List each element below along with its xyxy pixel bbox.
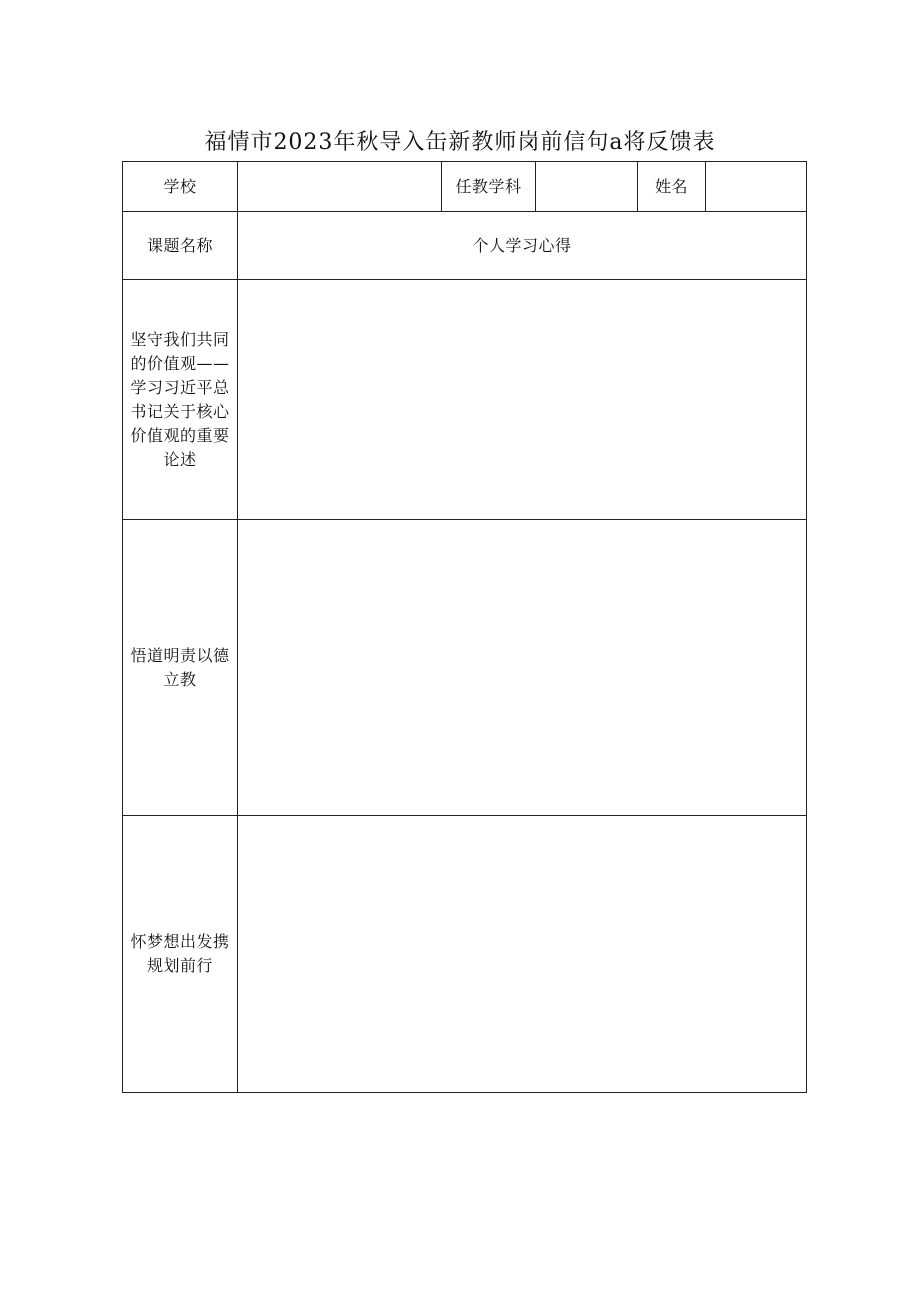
section-row [123, 280, 807, 520]
section-label-core-values: 坚守我们共同的价值观——学习习近平总书记关于核心价值观的重要论述 [123, 280, 238, 520]
form-title: 福情市2023年秋导入缶新教师岗前信句a将反馈表 [204, 130, 716, 155]
school-label: 学校 [123, 162, 238, 212]
section-content-dream-plan[interactable] [238, 816, 807, 1093]
school-field[interactable] [238, 162, 442, 212]
subject-field[interactable] [536, 162, 638, 212]
section-content-core-values[interactable] [238, 280, 807, 520]
section-content-morality[interactable] [238, 520, 807, 816]
section-row [123, 520, 807, 816]
section-row [123, 816, 807, 1093]
header-row [123, 162, 807, 212]
name-field[interactable] [706, 162, 807, 212]
topic-value[interactable]: 个人学习心得 [238, 212, 807, 280]
section-label-dream-plan: 怀梦想出发携规划前行 [123, 816, 238, 1093]
topic-label: 课题名称 [123, 212, 238, 280]
name-label: 姓名 [638, 162, 706, 212]
subject-label: 任教学科 [442, 162, 536, 212]
feedback-form-table [122, 161, 807, 1093]
topic-row [123, 212, 807, 280]
section-label-morality: 悟道明责以德立教 [123, 520, 238, 816]
